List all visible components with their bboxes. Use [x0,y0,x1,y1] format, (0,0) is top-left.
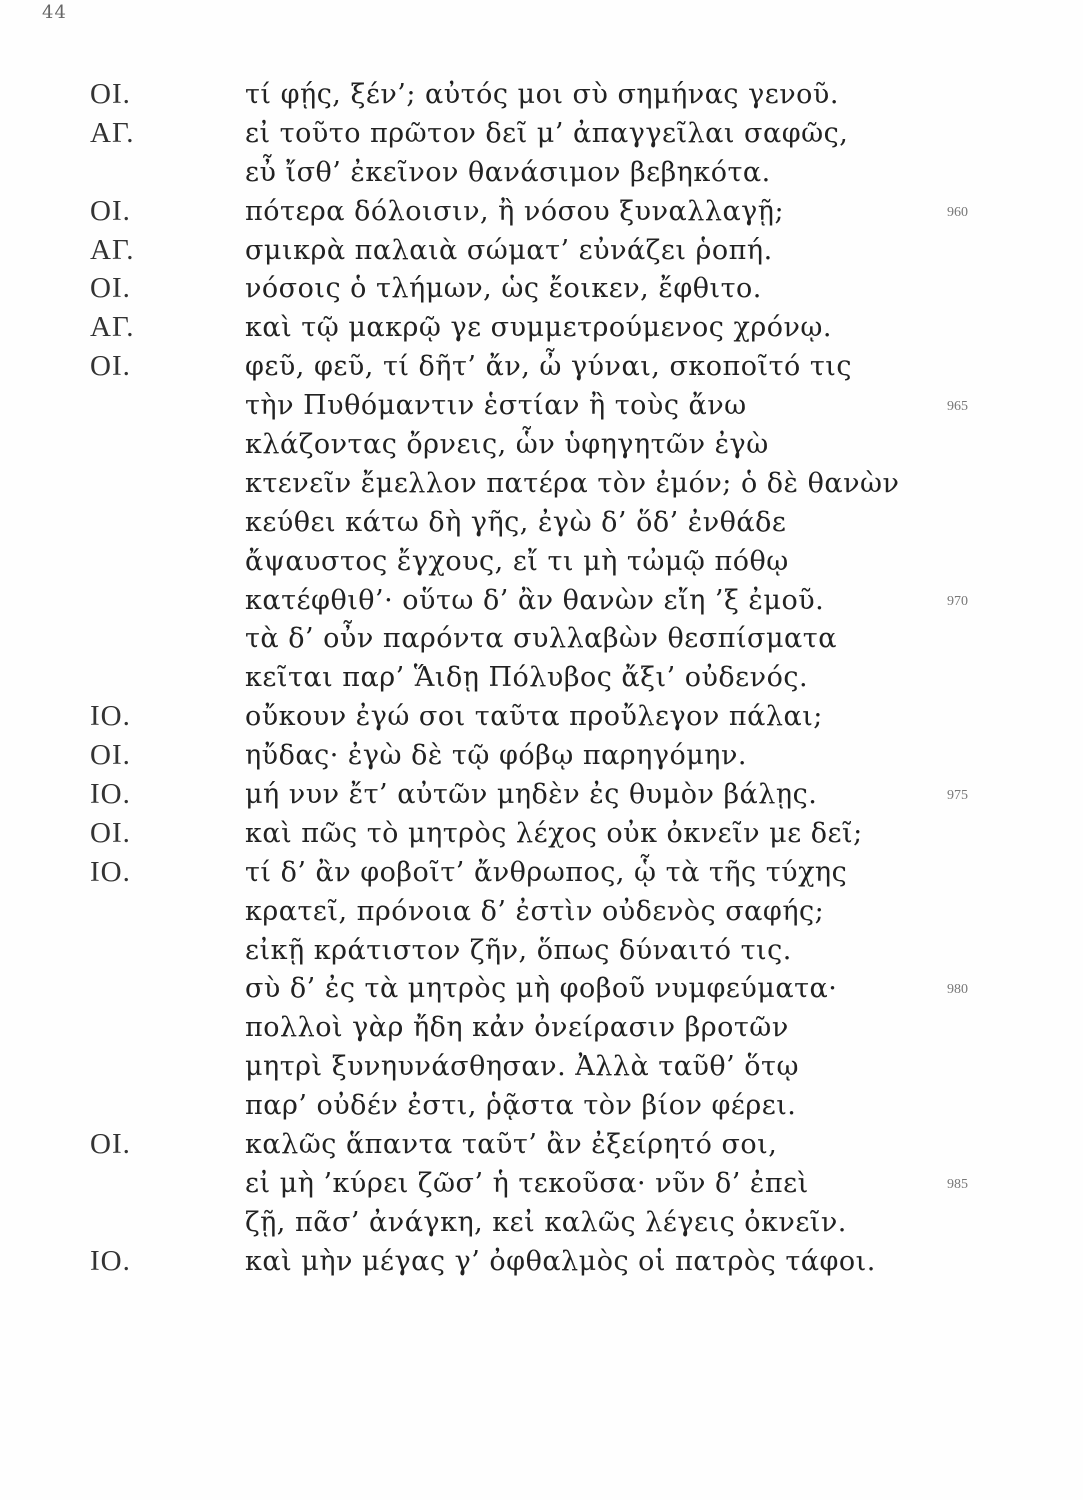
verse-text: κεύθει κάτω δὴ γῆς, ἐγὼ δ’ ὅδ’ ἐνθάδε [245,506,787,538]
line-number: 980 [947,982,968,998]
verse-line [0,117,1083,156]
verse-line [0,1245,1083,1284]
verse-line [0,972,1083,1011]
verse-text: τί δ’ ἂν φοβοῖτ’ ἄνθρωπος, ᾧ τὰ τῆς τύχης [245,856,848,888]
verse-line [0,934,1083,973]
verse-line [0,1011,1083,1050]
verse-line [0,389,1083,428]
verse-text: κλάζοντας ὄρνεις, ὧν ὑφηγητῶν ἐγὼ [245,429,769,461]
verse-line [0,1128,1083,1167]
verse-text: φεῦ, φεῦ, τί δῆτ’ ἄν, ὦ γύναι, σκοποῖτό τις [245,351,853,383]
verse-line [0,234,1083,273]
speaker-label: ΟΙ. [90,350,131,383]
verse-text: σμικρὰ παλαιὰ σώματ’ εὐνάζει ῥοπή. [245,234,773,266]
verse-line [0,428,1083,467]
verse-text: κεῖται παρ’ Ἅιδῃ Πόλυβος ἄξι’ οὐδενός. [245,662,809,694]
verse-line [0,856,1083,895]
speaker-label: ΟΙ. [90,78,131,110]
speaker-label: ΟΙ. [90,816,131,849]
verse-text: εἰ τοῦτο πρῶτον δεῖ μ’ ἀπαγγεῖλαι σαφῶς, [245,117,849,149]
verse-line [0,272,1083,311]
line-number: 970 [947,593,968,609]
verse-text: ἄψαυστος ἔγχους, εἴ τι μὴ τὠμῷ πόθῳ [245,545,789,577]
verse-line [0,584,1083,623]
speaker-label: ΟΙ. [90,1128,131,1161]
verse-text: παρ’ οὐδέν ἐστι, ῥᾷστα τὸν βίον φέρει. [245,1090,797,1122]
verse-text: σὺ δ’ ἐς τὰ μητρὸς μὴ φοβοῦ νυμφεύματα· [245,973,838,1005]
line-number: 985 [947,1176,968,1192]
verse-text: νόσοις ὁ τλήμων, ὡς ἔοικεν, ἔφθιτο. [245,273,762,305]
speaker-label: ΟΙ. [90,194,131,227]
verse-text: καλῶς ἅπαντα ταῦτ’ ἂν ἐξείρητό σοι, [245,1129,778,1161]
verse-line [0,156,1083,195]
verse-line [0,1206,1083,1245]
verse-line [0,739,1083,778]
verse-line [0,506,1083,545]
verse-text: καὶ πῶς τὸ μητρὸς λέχος οὐκ ὀκνεῖν με δεῖ; [245,817,863,849]
verse-line [0,778,1083,817]
verse-line [0,700,1083,739]
verse-line [0,895,1083,934]
verse-text: καὶ τῷ μακρῷ γε συμμετρούμενος χρόνῳ. [245,312,832,344]
verse-text: μητρὶ ξυνηυνάσθησαν. Ἀλλὰ ταῦθ’ ὅτῳ [245,1051,799,1083]
verse-text: ηὔδας· ἐγὼ δὲ τῷ φόβῳ παρηγόμην. [245,740,747,772]
verse-line [0,311,1083,350]
verse-text: οὔκουν ἐγώ σοι ταῦτα προὔλεγον πάλαι; [245,701,823,733]
verse-line [0,467,1083,506]
verse-text: τὴν Πυθόμαντιν ἑστίαν ἢ τοὺς ἄνω [245,390,747,422]
verse-text: τί φῄς, ξέν’; αὐτός μοι σὺ σημήνας γενοῦ. [245,79,839,110]
speaker-label: ΑΓ. [90,311,135,344]
verse-text: καὶ μὴν μέγας γ’ ὀφθαλμὸς οἱ πατρὸς τάφοι. [245,1245,876,1277]
verse-text: κατέφθιθ’· οὕτω δ’ ἂν θανὼν εἴη ’ξ ἐμοῦ. [245,584,825,616]
verse-text: κτενεῖν ἔμελλον πατέρα τὸν ἐμόν; ὁ δὲ θανὼν [245,467,900,499]
verse-text: κρατεῖ, πρόνοια δ’ ἐστὶν οὐδενὸς σαφής; [245,895,825,927]
verse-line [0,817,1083,856]
speaker-label: ΙΟ. [90,778,131,811]
verse-line [0,661,1083,700]
verse-line [0,622,1083,661]
line-number: 960 [947,204,968,220]
verse-text: ζῇ, πᾶσ’ ἀνάγκη, κεἰ καλῶς λέγεις ὀκνεῖν. [245,1206,847,1238]
verse-line [0,1089,1083,1128]
speaker-label: ΑΓ. [90,116,135,149]
line-number: 965 [947,399,968,415]
verse-line [0,78,1083,117]
verse-line [0,195,1083,234]
verse-text: εἰ μὴ ’κύρει ζῶσ’ ἡ τεκοῦσα· νῦν δ’ ἐπεὶ [245,1167,809,1199]
verse-text: πότερα δόλοισιν, ἢ νόσου ξυναλλαγῇ; [245,195,785,227]
verse-text: πολλοὶ γὰρ ἤδη κἀν ὀνείρασιν βροτῶν [245,1012,789,1044]
verse-line [0,1050,1083,1089]
verse-line [0,350,1083,389]
speaker-label: ΑΓ. [90,233,135,266]
verse-line [0,1167,1083,1206]
speaker-label: ΟΙ. [90,739,131,772]
speaker-label: ΟΙ. [90,272,131,305]
speaker-label: ΙΟ. [90,700,131,733]
verse-block [0,78,1083,1284]
line-number: 975 [947,788,968,804]
verse-text: εὖ ἴσθ’ ἐκεῖνον θανάσιμον βεβηκότα. [245,156,771,188]
verse-line [0,545,1083,584]
verse-text: μή νυν ἔτ’ αὐτῶν μηδὲν ἐς θυμὸν βάλῃς. [245,779,818,811]
verse-text: τὰ δ’ οὖν παρόντα συλλαβὼν θεσπίσματα [245,623,837,655]
speaker-label: ΙΟ. [90,855,131,888]
speaker-label: ΙΟ. [90,1244,131,1277]
verse-text: εἰκῇ κράτιστον ζῆν, ὅπως δύναιτό τις. [245,934,792,966]
page-number: 44 [42,2,67,23]
